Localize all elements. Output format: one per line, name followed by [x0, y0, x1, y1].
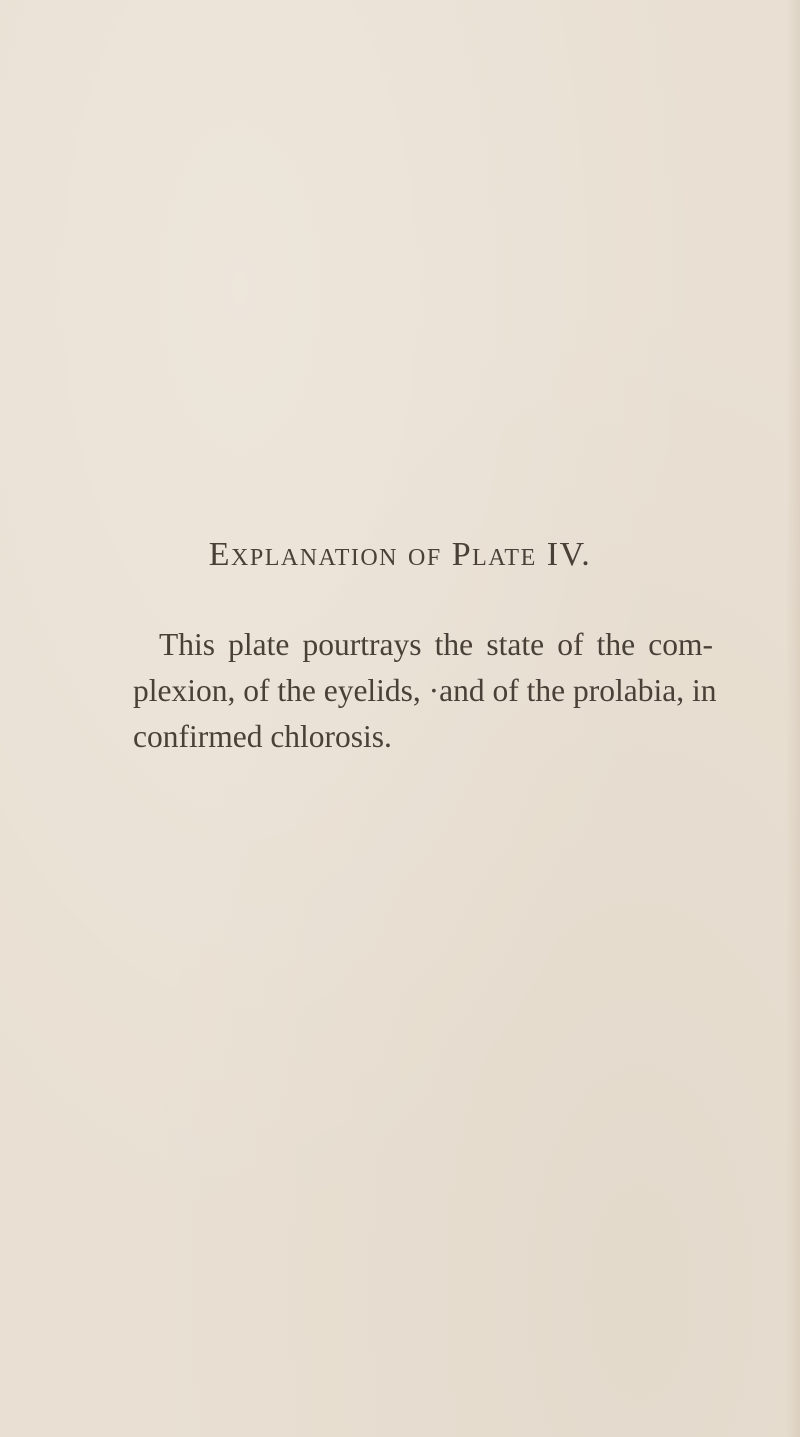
page-edge-shade [786, 0, 800, 1437]
paragraph-line-1: This plate pourtrays the state of the com- [159, 627, 713, 662]
paragraph-line-2: plexion, of the eyelids, ·and of the prolabia, in [133, 673, 717, 708]
explanation-paragraph [133, 622, 717, 760]
plate-heading: Explanation of Plate IV. [208, 536, 592, 573]
paragraph-line-3: confirmed chlorosis. [133, 719, 392, 754]
